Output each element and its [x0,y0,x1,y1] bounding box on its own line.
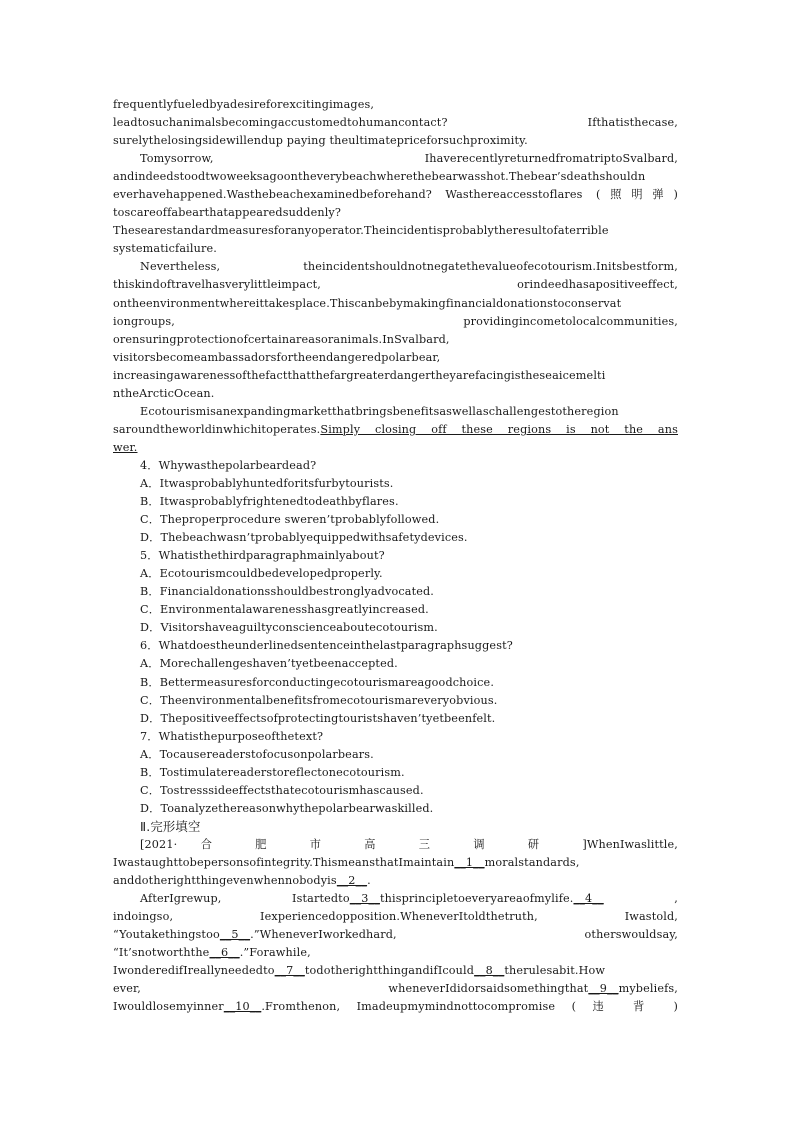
option-c: C．Tostresssideeffectsthatecotourismhascaused. [140,783,424,797]
cloze-line: AfterIgrewup, Istartedto__3__thisprincipletoeveryareaofmylife.__4__ , [140,892,678,906]
blank-8: __8__ [474,964,505,978]
blank-3: __3__ [349,892,380,906]
option-b: B．Bettermeasuresforconductingecotourismareagoodchoice. [140,675,495,689]
passage-line: leadtosuchanimalsbecomingaccustomedtohumancontact? Ifthatisthecase, [113,116,678,130]
cloze-line: anddotherightthingevenwhennobodyis__2__. [113,874,371,888]
passage-line: Ecotourismisanexpandingmarketthatbringsbenefitsaswellaschallengestotheregion [140,404,619,418]
question-4 [113,457,678,547]
passage-line: Nevertheless, theincidentshouldnotnegatethevalueofecotourism.Initsbestform, [140,260,678,274]
cloze-line: IwonderedifIreallyneededto__7__todotherightthingandifIcould__8__therulesabit.How [113,964,606,978]
passage-line: increasingawarenessofthefactthatthefargreaterdangertheyarefacingistheseaicemelti [113,368,606,382]
cloze-line: Iwastaughttobepersonsofintegrity.ThismeansthatImaintain__1__moralstandards, [113,855,580,869]
document-page [113,96,678,1016]
passage-line: ntheArcticOcean. [113,386,215,400]
passage-line: Thesearestandardmeasuresforanyoperator.Theincidentisprobablytheresultofaterrible [113,224,609,238]
option-d: D．Thepositiveeffectsofprotectingtouristshaven’tyetbeenfelt. [140,711,496,725]
question-stem: 5．Whatisthethirdparagraphmainlyabout? [140,549,385,563]
underlined-sentence-end: wer. [113,440,138,454]
cloze-line: Iwouldlosemyinner__10__.Fromthenon, Imadeupmymindnottocompromise ( 违 背 ) [113,1000,678,1014]
question-stem: 4．Whywasthepolarbeardead? [140,458,317,472]
question-stem: 7．Whatisthepurposeofthetext? [140,729,324,743]
option-a: A．Ecotourismcouldbedevelopedproperly. [140,567,383,581]
passage-line: systematicfailure. [113,242,217,256]
blank-2: __2__ [336,874,368,888]
passage-line [113,439,678,457]
passage-line: toscareoffabearthatappearedsuddenly? [113,206,342,220]
option-b: B．Tostimulatereaderstoreflectonecotourism. [140,765,405,779]
passage-line: ontheenvironmentwhereittakesplace.Thiscanbebymakingfinancialdonationstoconservat [113,296,622,310]
question-stem: 6．Whatdoestheunderlinedsentenceinthelastparagraphsuggest? [140,639,513,653]
underlined-sentence: Simply closing off these regions is not the ans [320,422,678,436]
cloze-line: [2021· 合 肥 市 高 三 调 研 ]WhenIwaslittle, [140,837,678,851]
option-d: D．Visitorshaveaguiltyconscienceaboutecotourism. [140,621,438,635]
option-a: A．Tocausereaderstofocusonpolarbears. [140,747,374,761]
option-b: B．Financialdonationsshouldbestronglyadvocated. [140,585,435,599]
passage-line: Tomysorrow, IhaverecentlyreturnedfromatriptoSvalbard, [140,152,678,166]
passage-line: saroundtheworldinwhichitoperates.Simply closing off these regions is not the ans [113,422,678,436]
cloze-line: indoingso, Iexperiencedopposition.WheneverItoldthetruth, Iwastold, [113,910,678,924]
passage-line: orensuringprotectionofcertainareasoranimals.InSvalbard, [113,332,450,346]
passage-line: thiskindoftravelhasverylittleimpact, orindeedhasapositiveeffect, [113,278,678,292]
blank-9: __9__ [588,982,619,996]
option-b: B．Itwasprobablyfrightenedtodeathbyflares. [140,495,399,509]
blank-6: __6__ [209,946,240,960]
option-c: C．Theenvironmentalbenefitsfromecotourismareveryobvious. [140,693,498,707]
question-5 [113,547,678,637]
blank-5: __5__ [219,928,251,942]
passage-line: iongroups, providingincometolocalcommunities, [113,314,678,328]
blank-10: __10__ [223,1000,262,1014]
option-a: A．Itwasprobablyhuntedforitsfurbytourists. [140,476,394,490]
option-c: C．Theproperprocedure sweren’tprobablyfollowed. [140,513,440,527]
section-title: Ⅱ.完形填空 [140,818,201,834]
cloze-line: “It’snotworththe__6__.”Forawhile, [113,946,311,960]
blank-4: __4__ [573,892,604,906]
option-a: A．Morechallengeshaven’tyetbeenaccepted. [140,657,398,671]
passage-line: frequentlyfueledbyadesireforexcitingimages, [113,98,375,111]
question-6 [113,637,678,727]
passage-line: visitorsbecomeambassadorsfortheendangeredpolarbear, [113,350,441,364]
option-d: D．Toanalyzethereasonwhythepolarbearwaskilled. [140,801,434,815]
blank-7: __7__ [274,964,305,978]
option-d: D．Thebeachwasn’tprobablyequippedwithsafetydevices. [140,531,468,545]
cloze-line: “Youtakethingstoo__5__.”WheneverIworkedhard, otherswouldsay, [113,928,678,942]
passage-line: andindeedstoodtwoweeksagoontheverybeachwherethebearwasshot.Thebear’sdeathshouldn [113,170,646,184]
cloze-line: ever, wheneverIdidorsaidsomethingthat__9__mybeliefs, [113,982,678,996]
option-c: C．Environmentalawarenesshasgreatlyincreased. [140,603,429,617]
blank-1: __1__ [454,855,485,869]
passage-line: surelythelosingsidewillendup paying theultimatepriceforsuchproximity. [113,134,528,148]
question-7 [113,728,678,818]
passage-line: everhavehappened.Wasthebeachexaminedbeforehand? Wasthereaccesstoflares (照明弹) [113,188,678,202]
